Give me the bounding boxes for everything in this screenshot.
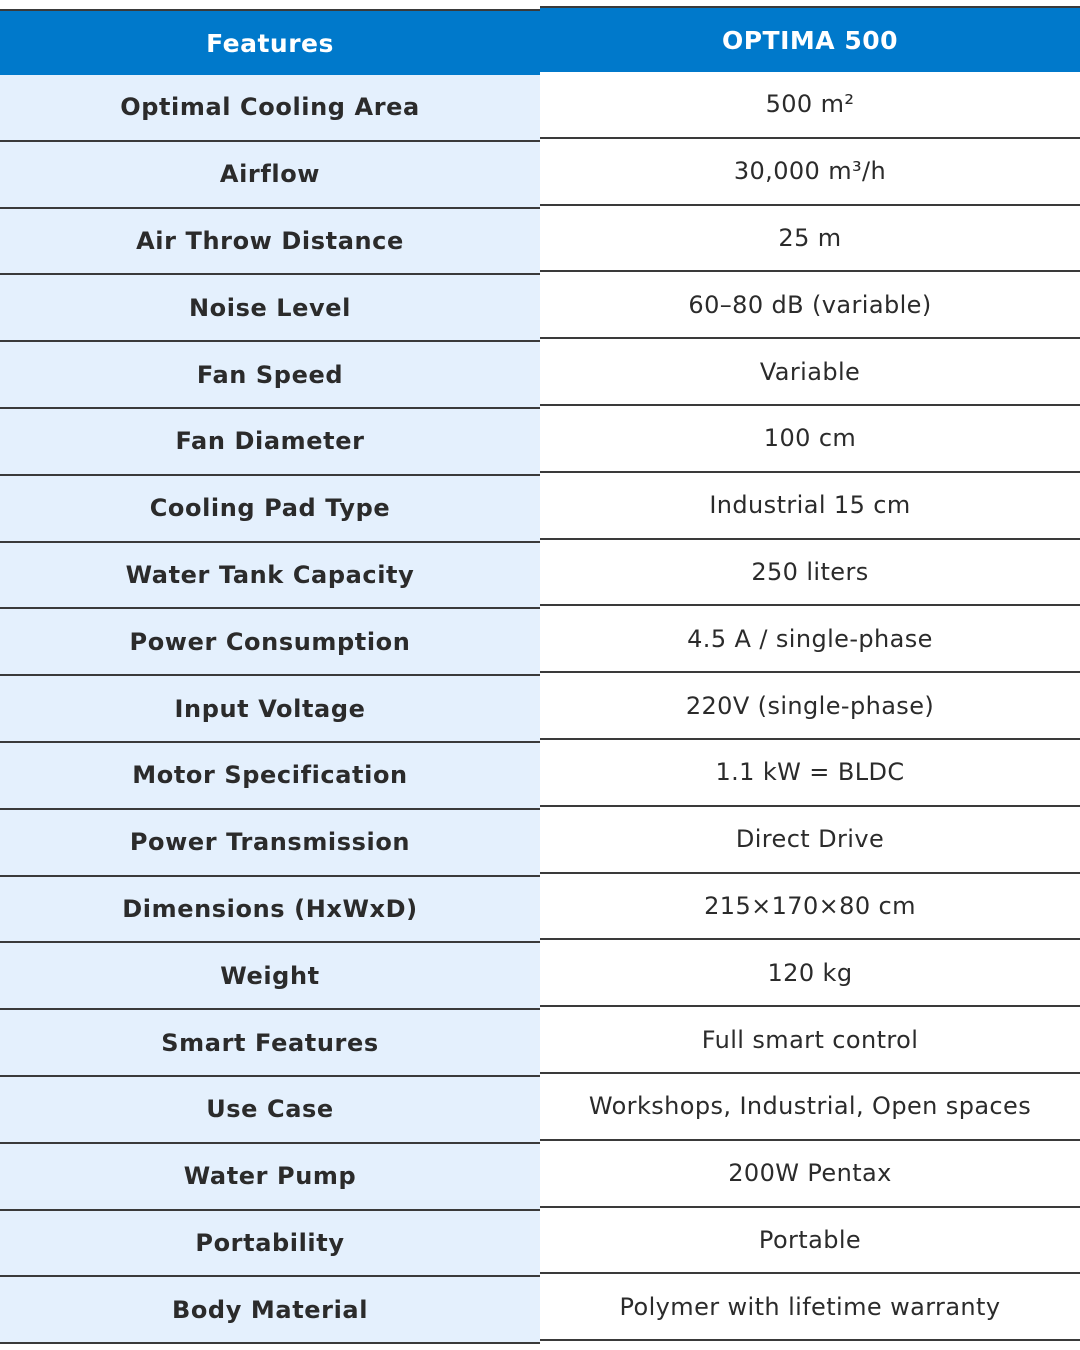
feature-value-cell: Direct Drive [540, 807, 1080, 874]
feature-name-cell: Weight [0, 943, 540, 1010]
feature-value-cell: 200W Pentax [540, 1141, 1080, 1208]
product-header: OPTIMA 500 [540, 6, 1080, 72]
features-header: Features [0, 9, 540, 75]
feature-value-cell: Variable [540, 339, 1080, 406]
feature-name-cell: Smart Features [0, 1010, 540, 1077]
feature-name-cell: Use Case [0, 1077, 540, 1144]
feature-value-cell: Polymer with lifetime warranty [540, 1274, 1080, 1341]
feature-value-cell: 220V (single-phase) [540, 673, 1080, 740]
feature-name-cell: Water Pump [0, 1144, 540, 1211]
feature-name-cell: Fan Diameter [0, 409, 540, 476]
feature-value-cell: 60–80 dB (variable) [540, 272, 1080, 339]
feature-name-cell: Portability [0, 1211, 540, 1278]
feature-name-cell: Power Transmission [0, 810, 540, 877]
feature-value-cell: 215×170×80 cm [540, 874, 1080, 941]
feature-name-cell: Dimensions (HxWxD) [0, 877, 540, 944]
feature-value-cell: Portable [540, 1208, 1080, 1275]
feature-name-cell: Noise Level [0, 275, 540, 342]
feature-name-cell: Optimal Cooling Area [0, 75, 540, 142]
product-column [540, 0, 1080, 1350]
feature-name-cell: Input Voltage [0, 676, 540, 743]
feature-name-cell: Motor Specification [0, 743, 540, 810]
feature-value-cell: Industrial 15 cm [540, 473, 1080, 540]
feature-value-cell: 1.1 kW = BLDC [540, 740, 1080, 807]
feature-value-cell: 4.5 A / single-phase [540, 606, 1080, 673]
feature-value-cell: 25 m [540, 206, 1080, 273]
feature-value-cell: 500 m² [540, 72, 1080, 139]
feature-name-cell: Cooling Pad Type [0, 476, 540, 543]
feature-value-cell: Workshops, Industrial, Open spaces [540, 1074, 1080, 1141]
feature-name-cell: Body Material [0, 1277, 540, 1344]
feature-value-cell: Full smart control [540, 1007, 1080, 1074]
feature-value-cell: 100 cm [540, 406, 1080, 473]
feature-name-cell: Airflow [0, 142, 540, 209]
feature-value-cell: 250 liters [540, 540, 1080, 607]
feature-name-cell: Fan Speed [0, 342, 540, 409]
feature-name-cell: Power Consumption [0, 609, 540, 676]
feature-name-cell: Water Tank Capacity [0, 543, 540, 610]
feature-name-cell: Air Throw Distance [0, 209, 540, 276]
feature-value-cell: 30,000 m³/h [540, 139, 1080, 206]
feature-value-cell: 120 kg [540, 940, 1080, 1007]
